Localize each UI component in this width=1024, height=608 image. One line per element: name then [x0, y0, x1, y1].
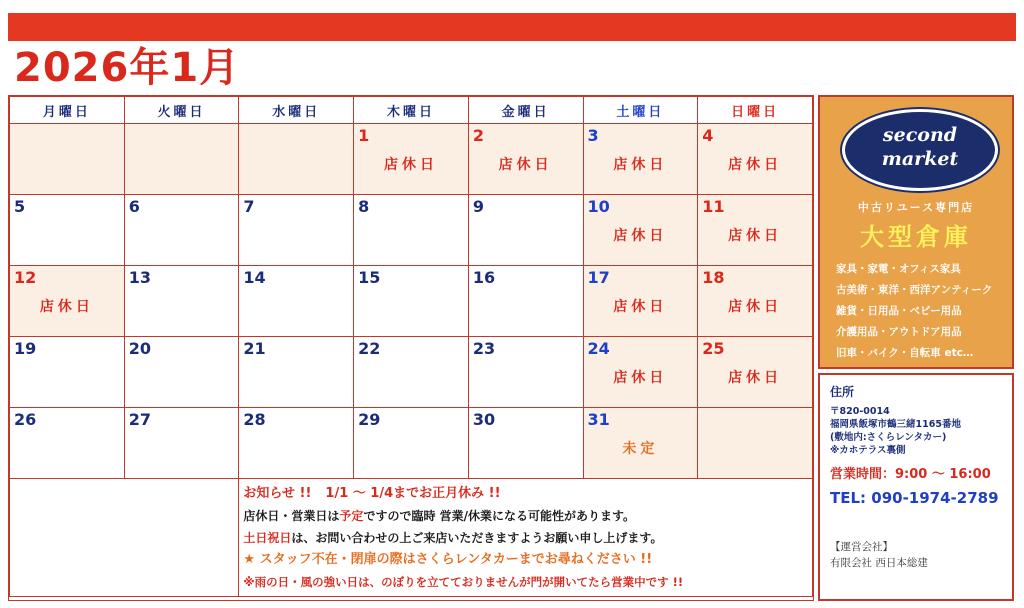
calendar-day-cell [10, 266, 125, 337]
weekday-wed: 水曜日 [239, 97, 354, 124]
weekday-sat: 土曜日 [583, 97, 698, 124]
calendar-day-cell [468, 337, 583, 408]
calendar-day-cell [698, 195, 813, 266]
notice-highlight: 土日祝日 [243, 531, 292, 545]
calendar-day-cell [698, 337, 813, 408]
calendar-grid [8, 95, 814, 601]
calendar-day-cell [583, 337, 698, 408]
day-number: 25 [702, 339, 725, 358]
goods-item: 家具・家電・オフィス家具 [836, 263, 961, 275]
day-note: 店休日 [613, 370, 668, 386]
day-number: 26 [14, 410, 37, 429]
top-banner-bar [8, 13, 1016, 41]
notice-area [239, 479, 813, 597]
notice-line-1 [243, 483, 808, 505]
day-number: 31 [587, 410, 610, 429]
calendar-day-cell [583, 195, 698, 266]
calendar-day-cell [124, 408, 239, 479]
notice-heading: お知らせ !! [243, 486, 312, 501]
day-number: 14 [243, 268, 266, 287]
day-number: 10 [587, 197, 610, 216]
logo-text-1: second [882, 124, 958, 146]
calendar-day-cell [239, 266, 354, 337]
calendar-day-cell [354, 266, 469, 337]
calendar-day-cell [698, 124, 813, 195]
notice-line-4: ★ スタッフ不在・閉扉の際はさくらレンタカーまでお尋ねください !! [243, 552, 653, 567]
day-number: 29 [358, 410, 381, 429]
calendar-day-cell [124, 195, 239, 266]
day-number: 7 [243, 197, 255, 216]
day-note: 店休日 [613, 228, 668, 244]
logo-text-2: market [881, 148, 959, 170]
notice-row [10, 479, 813, 597]
calendar-table [9, 96, 813, 597]
week-row [10, 195, 813, 266]
calendar-day-cell [468, 266, 583, 337]
postal-code: 〒820-0014 [830, 406, 890, 417]
notice-text: 店休日・営業日は [243, 509, 340, 523]
calendar-day-cell [124, 337, 239, 408]
day-number: 1 [358, 126, 370, 145]
notice-line-2 [243, 505, 808, 527]
day-number: 13 [128, 268, 151, 287]
day-number: 22 [358, 339, 381, 358]
day-number: 30 [472, 410, 496, 429]
phone-number[interactable]: TEL: 090-1974-2789 [830, 489, 999, 507]
day-number: 11 [702, 197, 725, 216]
operator-heading: 【運営会社】 [830, 541, 893, 553]
calendar-day-cell [354, 337, 469, 408]
calendar-day-cell [583, 124, 698, 195]
calendar-day-cell [10, 124, 125, 195]
day-number: 28 [243, 410, 266, 429]
day-number: 15 [358, 268, 381, 287]
day-number: 3 [587, 126, 599, 145]
calendar-day-cell [354, 124, 469, 195]
day-note: 店休日 [613, 157, 668, 173]
goods-item: 古美術・東洋・西洋アンティーク [836, 284, 993, 296]
day-number: 5 [14, 197, 26, 216]
goods-item: 旧車・バイク・自転車 etc… [836, 347, 974, 359]
weekday-mon: 月曜日 [10, 97, 125, 124]
weekday-thu: 木曜日 [354, 97, 469, 124]
day-number: 17 [587, 268, 610, 287]
calendar-day-cell [354, 195, 469, 266]
day-note: 店休日 [383, 157, 438, 173]
calendar-day-cell [239, 337, 354, 408]
calendar-day-cell [468, 124, 583, 195]
goods-item: 介護用品・アウトドア用品 [836, 326, 962, 338]
calendar-day-cell [468, 408, 583, 479]
business-hours: 営業時間：9:00 ～ 16:00 [830, 467, 991, 482]
day-note: 店休日 [613, 299, 668, 315]
shop-logo [842, 109, 998, 191]
day-number: 6 [128, 197, 140, 216]
day-number: 24 [587, 339, 610, 358]
calendar-day-cell [10, 337, 125, 408]
goods-item: 雑貨・日用品・ベビー用品 [836, 305, 962, 317]
day-number: 27 [128, 410, 151, 429]
address-line: 福岡県飯塚市鶴三緒1165番地 [830, 419, 961, 430]
calendar-day-cell [124, 124, 239, 195]
notice-line-3 [243, 527, 808, 549]
calendar-day-cell [10, 195, 125, 266]
day-note: 店休日 [498, 157, 553, 173]
notice-blank [10, 479, 239, 597]
calendar-day-cell [239, 195, 354, 266]
day-note: 未定 [622, 441, 659, 457]
weekday-header-row [10, 97, 813, 124]
day-number: 8 [358, 197, 370, 216]
shop-subtitle: 中古リユース専門店 [857, 201, 975, 214]
calendar-day-cell [698, 266, 813, 337]
day-number: 9 [472, 197, 484, 216]
notice-line-5: ※雨の日・風の強い日は、のぼりを立てておりませんが門が開いてたら営業中です !! [243, 575, 684, 589]
calendar-day-cell [583, 408, 698, 479]
day-number: 19 [14, 339, 37, 358]
shop-warehouse-label: 大型倉庫 [860, 223, 972, 251]
day-number: 18 [702, 268, 725, 287]
calendar-day-cell [124, 266, 239, 337]
calendar-day-cell [468, 195, 583, 266]
day-note: 店休日 [728, 299, 783, 315]
day-note: 店休日 [39, 299, 94, 315]
day-note: 店休日 [728, 157, 783, 173]
calendar-day-cell [354, 408, 469, 479]
calendar-day-cell [698, 408, 813, 479]
day-number: 21 [243, 339, 266, 358]
day-number: 23 [472, 339, 496, 358]
calendar-title: 2026年1月 [14, 45, 241, 91]
address-line: ※カホテラス裏側 [830, 445, 906, 456]
calendar-day-cell [239, 408, 354, 479]
day-number: 16 [472, 268, 496, 287]
address-line: (敷地内:さくらレンタカー) [830, 432, 947, 443]
shop-panel [818, 95, 1014, 369]
goods-list [836, 259, 992, 364]
week-row [10, 337, 813, 408]
operator-name: 有限会社 西日本総建 [830, 557, 928, 569]
day-number: 12 [14, 268, 37, 287]
notice-new-year: 1/1 ～ 1/4までお正月休み !! [325, 486, 501, 501]
day-note: 店休日 [728, 370, 783, 386]
calendar-day-cell [239, 124, 354, 195]
weekday-fri: 金曜日 [468, 97, 583, 124]
calendar-day-cell [583, 266, 698, 337]
address-heading: 住所 [830, 385, 855, 399]
weekday-tue: 火曜日 [124, 97, 239, 124]
week-row [10, 266, 813, 337]
week-row [10, 124, 813, 195]
week-row [10, 408, 813, 479]
calendar-day-cell [10, 408, 125, 479]
notice-highlight: 予定 [339, 509, 364, 523]
address [830, 405, 961, 457]
notice-text: ですので臨時 営業/休業になる可能性があります。 [363, 509, 636, 523]
info-panel [818, 373, 1014, 601]
day-number: 20 [128, 339, 151, 358]
day-number: 4 [702, 126, 714, 145]
day-note: 店休日 [728, 228, 783, 244]
weekday-sun: 日曜日 [698, 97, 813, 124]
day-number: 2 [472, 126, 484, 145]
notice-text: は、お問い合わせの上ご来店いただきますようお願い申し上げます。 [291, 531, 663, 545]
